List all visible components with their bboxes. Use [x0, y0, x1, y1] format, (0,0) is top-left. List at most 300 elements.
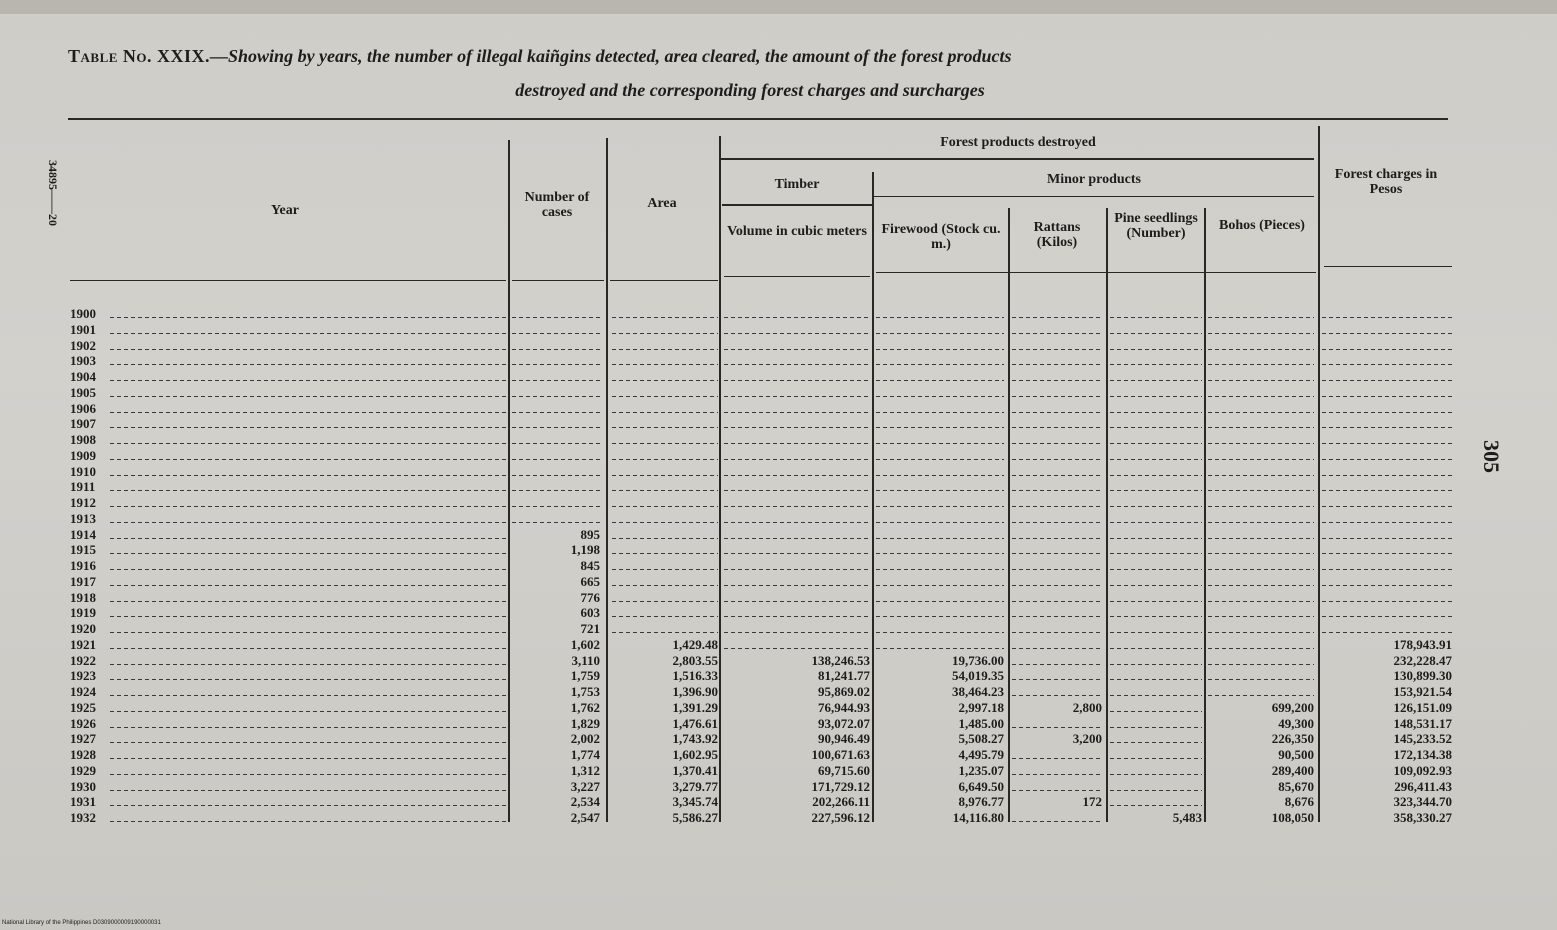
leader-dots [110, 774, 506, 775]
year-label: 1901 [70, 322, 96, 337]
year-label: 1929 [70, 763, 96, 778]
cell-charges [1322, 306, 1452, 321]
year-label: 1919 [70, 605, 96, 620]
cell-area: 1,370.41 [672, 763, 718, 778]
header-forest-products-destroyed: Forest products destroyed [940, 135, 1096, 150]
leader-dots [110, 758, 506, 759]
cell-bohos: 226,350 [1271, 731, 1314, 746]
table-row-year [70, 684, 520, 699]
leader-dots [110, 679, 506, 680]
table-row-year [70, 542, 520, 557]
cell-cases: 2,547 [570, 810, 600, 825]
cell-pine [1110, 700, 1202, 715]
cell-area [612, 338, 718, 353]
leader-dots [110, 790, 506, 791]
table-row-year [70, 700, 520, 715]
table-row-year [70, 479, 520, 494]
cell-pine [1110, 306, 1202, 321]
cell-bohos [1208, 653, 1314, 668]
cell-bohos [1208, 621, 1314, 636]
header-bottom-rule-area [610, 280, 718, 281]
cell-rattans [1012, 448, 1102, 463]
cell-rattans [1012, 653, 1102, 668]
leader-dots [110, 522, 506, 523]
header-timber: Timber [774, 177, 820, 192]
table-row-year [70, 590, 520, 605]
cell-firewood: 6,649.50 [958, 779, 1004, 794]
cell-charges [1322, 369, 1452, 384]
cell-pine [1110, 416, 1202, 431]
cell-bohos [1208, 684, 1314, 699]
leader-dots [110, 443, 506, 444]
cell-pine [1110, 558, 1202, 573]
year-label: 1928 [70, 747, 96, 762]
cell-charges [1322, 353, 1452, 368]
leader-dots [110, 538, 506, 539]
cell-volume [724, 637, 870, 652]
cell-pine [1110, 479, 1202, 494]
cell-rattans [1012, 495, 1102, 510]
cell-pine [1110, 794, 1202, 809]
cell-pine [1110, 574, 1202, 589]
header-bottom-rule-year [70, 280, 506, 281]
cell-volume [724, 353, 870, 368]
cell-charges [1322, 558, 1452, 573]
leader-dots [110, 585, 506, 586]
cell-firewood: 54,019.35 [952, 668, 1004, 683]
cell-area [612, 322, 718, 337]
cell-cases: 3,110 [571, 653, 600, 668]
table-row-year [70, 306, 520, 321]
table-row-year [70, 495, 520, 510]
leader-dots [110, 553, 506, 554]
cell-area [612, 605, 718, 620]
cell-area [612, 542, 718, 557]
column-divider [872, 172, 874, 822]
cell-rattans [1012, 353, 1102, 368]
cell-rattans [1012, 369, 1102, 384]
cell-rattans [1012, 416, 1102, 431]
cell-volume [724, 448, 870, 463]
header-bottom-rule-volume [724, 276, 870, 277]
leader-dots [110, 317, 506, 318]
cell-volume [724, 511, 870, 526]
table-top-rule [68, 118, 1448, 120]
cell-bohos [1208, 416, 1314, 431]
header-rule-timber [722, 204, 872, 206]
cell-volume [724, 464, 870, 479]
cell-volume [724, 416, 870, 431]
leader-dots [110, 427, 506, 428]
cell-bohos [1208, 479, 1314, 494]
cell-volume [724, 322, 870, 337]
cell-area: 1,516.33 [672, 668, 718, 683]
cell-bohos: 85,670 [1278, 779, 1314, 794]
cell-area [612, 353, 718, 368]
cell-firewood: 19,736.00 [952, 653, 1004, 668]
cell-volume [724, 558, 870, 573]
cell-rattans [1012, 479, 1102, 494]
cell-pine [1110, 779, 1202, 794]
cell-cases: 895 [580, 527, 600, 542]
cell-pine [1110, 716, 1202, 731]
cell-cases [512, 338, 600, 353]
cell-charges: 296,411.43 [1394, 779, 1452, 794]
cell-charges [1322, 464, 1452, 479]
title-line-2: destroyed and the corresponding forest charges and surcharges [515, 80, 985, 100]
cell-charges: 323,344.70 [1393, 794, 1452, 809]
header-rattans: Rattans (Kilos) [1033, 220, 1081, 250]
cell-charges [1322, 385, 1452, 400]
year-label: 1909 [70, 448, 96, 463]
cell-cases: 1,829 [570, 716, 600, 731]
cell-cases: 1,774 [570, 747, 600, 762]
cell-area: 1,429.48 [672, 637, 718, 652]
cell-cases: 845 [580, 558, 600, 573]
year-label: 1921 [70, 637, 96, 652]
cell-pine [1110, 448, 1202, 463]
column-divider [1318, 126, 1320, 822]
cell-area [612, 574, 718, 589]
cell-volume [724, 605, 870, 620]
year-label: 1911 [70, 479, 96, 494]
cell-rattans [1012, 747, 1102, 762]
cell-rattans [1012, 763, 1102, 778]
cell-volume [724, 527, 870, 542]
column-divider [719, 136, 721, 822]
cell-rattans [1012, 621, 1102, 636]
cell-rattans [1012, 668, 1102, 683]
cell-firewood [876, 479, 1004, 494]
cell-firewood [876, 464, 1004, 479]
footer-credit: National Library of the Philippines D0309000009190000031 [2, 920, 161, 926]
year-label: 1927 [70, 731, 96, 746]
cell-pine [1110, 763, 1202, 778]
cell-charges: 130,899.30 [1393, 668, 1452, 683]
cell-bohos [1208, 322, 1314, 337]
cell-bohos [1208, 385, 1314, 400]
cell-rattans [1012, 511, 1102, 526]
cell-area [612, 464, 718, 479]
cell-bohos [1208, 432, 1314, 447]
cell-bohos: 90,500 [1278, 747, 1314, 762]
cell-cases: 1,762 [570, 700, 600, 715]
cell-area [612, 511, 718, 526]
cell-firewood: 38,464.23 [952, 684, 1004, 699]
table-row-year [70, 511, 520, 526]
table-row-year [70, 747, 520, 762]
cell-cases [512, 322, 600, 337]
cell-bohos [1208, 495, 1314, 510]
table-row-year [70, 448, 520, 463]
cell-pine [1110, 338, 1202, 353]
cell-rattans [1012, 432, 1102, 447]
cell-cases [512, 401, 600, 416]
cell-rattans [1012, 385, 1102, 400]
cell-cases [512, 495, 600, 510]
table-row-year [70, 322, 520, 337]
table-row-year [70, 621, 520, 636]
leader-dots [110, 506, 506, 507]
cell-area: 2,803.55 [672, 653, 718, 668]
cell-cases: 1,759 [570, 668, 600, 683]
column-divider [606, 138, 608, 822]
year-label: 1916 [70, 558, 96, 573]
cell-area [612, 479, 718, 494]
cell-cases [512, 448, 600, 463]
cell-pine [1110, 731, 1202, 746]
cell-cases: 3,227 [570, 779, 600, 794]
cell-firewood [876, 558, 1004, 573]
year-label: 1926 [70, 716, 96, 731]
cell-volume [724, 385, 870, 400]
table-row-year [70, 338, 520, 353]
cell-pine [1110, 511, 1202, 526]
cell-firewood: 4,495.79 [958, 747, 1004, 762]
leader-dots [110, 664, 506, 665]
cell-cases: 2,534 [570, 794, 600, 809]
cell-firewood [876, 527, 1004, 542]
cell-pine [1110, 527, 1202, 542]
cell-bohos [1208, 306, 1314, 321]
cell-charges: 109,092.93 [1393, 763, 1452, 778]
cell-rattans: 172 [1082, 794, 1102, 809]
cell-rattans [1012, 542, 1102, 557]
year-label: 1920 [70, 621, 96, 636]
table-title [68, 46, 1458, 67]
cell-charges [1322, 495, 1452, 510]
cell-pine [1110, 495, 1202, 510]
cell-volume [724, 590, 870, 605]
header-firewood: Firewood (Stock cu. m.) [881, 222, 1001, 252]
cell-bohos: 289,400 [1271, 763, 1314, 778]
cell-area: 1,396.90 [672, 684, 718, 699]
cell-cases [512, 353, 600, 368]
cell-bohos [1208, 448, 1314, 463]
header-rule-minor [874, 196, 1314, 197]
header-bottom-rule-minor [876, 272, 1316, 273]
cell-firewood [876, 432, 1004, 447]
header-number-of-cases: Number of cases [524, 190, 590, 220]
cell-rattans [1012, 779, 1102, 794]
column-divider [1204, 208, 1206, 822]
cell-area [612, 527, 718, 542]
cell-charges [1322, 432, 1452, 447]
cell-firewood [876, 322, 1004, 337]
cell-firewood [876, 338, 1004, 353]
leader-dots [110, 490, 506, 491]
leader-dots [110, 601, 506, 602]
cell-volume: 171,729.12 [811, 779, 870, 794]
leader-dots [110, 349, 506, 350]
cell-rattans [1012, 716, 1102, 731]
table-row-year [70, 637, 520, 652]
leader-dots [110, 364, 506, 365]
header-area: Area [647, 196, 677, 211]
cell-firewood [876, 401, 1004, 416]
cell-bohos [1208, 464, 1314, 479]
cell-cases [512, 464, 600, 479]
cell-volume: 227,596.12 [811, 810, 870, 825]
cell-area [612, 306, 718, 321]
cell-charges [1322, 401, 1452, 416]
cell-area: 3,345.74 [672, 794, 718, 809]
cell-firewood [876, 511, 1004, 526]
cell-bohos [1208, 590, 1314, 605]
cell-rattans: 2,800 [1072, 700, 1102, 715]
cell-volume [724, 306, 870, 321]
cell-bohos: 8,676 [1284, 794, 1314, 809]
cell-firewood [876, 637, 1004, 652]
cell-pine: 5,483 [1172, 810, 1202, 825]
table-row-year [70, 416, 520, 431]
year-label: 1903 [70, 353, 96, 368]
cell-volume [724, 401, 870, 416]
cell-pine [1110, 668, 1202, 683]
year-label: 1910 [70, 464, 96, 479]
cell-pine [1110, 621, 1202, 636]
cell-cases [512, 511, 600, 526]
cell-cases [512, 306, 600, 321]
cell-charges [1322, 511, 1452, 526]
cell-firewood [876, 621, 1004, 636]
cell-charges [1322, 448, 1452, 463]
cell-firewood [876, 385, 1004, 400]
cell-bohos [1208, 527, 1314, 542]
header-rule-forest-products [720, 158, 1314, 160]
cell-pine [1110, 542, 1202, 557]
header-bottom-rule-charges [1324, 266, 1452, 267]
table-row-year [70, 731, 520, 746]
cell-volume [724, 495, 870, 510]
cell-charges: 126,151.09 [1393, 700, 1452, 715]
cell-volume [724, 479, 870, 494]
leader-dots [110, 380, 506, 381]
cell-area: 1,476.61 [672, 716, 718, 731]
cell-pine [1110, 369, 1202, 384]
year-label: 1900 [70, 306, 96, 321]
cell-volume: 93,072.07 [818, 716, 870, 731]
year-label: 1917 [70, 574, 96, 589]
cell-area: 3,279.77 [672, 779, 718, 794]
table-row-year [70, 385, 520, 400]
year-label: 1913 [70, 511, 96, 526]
cell-charges [1322, 527, 1452, 542]
year-label: 1922 [70, 653, 96, 668]
cell-area [612, 558, 718, 573]
cell-charges [1322, 416, 1452, 431]
leader-dots [110, 475, 506, 476]
cell-volume [724, 542, 870, 557]
leader-dots [110, 616, 506, 617]
cell-cases [512, 369, 600, 384]
cell-volume: 69,715.60 [818, 763, 870, 778]
cell-charges: 148,531.17 [1393, 716, 1452, 731]
column-divider [1008, 208, 1010, 822]
leader-dots [110, 821, 506, 822]
cell-charges: 358,330.27 [1393, 810, 1452, 825]
cell-bohos [1208, 558, 1314, 573]
header-pine-seedlings: Pine seedlings (Number) [1114, 211, 1198, 241]
cell-volume: 100,671.63 [811, 747, 870, 762]
cell-charges: 172,134.38 [1393, 747, 1452, 762]
table-row-year [70, 401, 520, 416]
table-row-year [70, 432, 520, 447]
cell-bohos: 699,200 [1271, 700, 1314, 715]
cell-firewood [876, 542, 1004, 557]
cell-rattans [1012, 558, 1102, 573]
table-row-year [70, 716, 520, 731]
cell-cases: 1,753 [570, 684, 600, 699]
cell-rattans [1012, 306, 1102, 321]
cell-charges: 232,228.47 [1393, 653, 1452, 668]
cell-volume: 76,944.93 [818, 700, 870, 715]
cell-area: 1,743.92 [672, 731, 718, 746]
cell-cases: 721 [580, 621, 600, 636]
cell-rattans [1012, 401, 1102, 416]
cell-firewood [876, 590, 1004, 605]
cell-bohos [1208, 401, 1314, 416]
cell-rattans [1012, 605, 1102, 620]
cell-area: 5,586.27 [672, 810, 718, 825]
cell-rattans [1012, 810, 1102, 825]
year-label: 1904 [70, 369, 96, 384]
cell-pine [1110, 590, 1202, 605]
table-row-year [70, 779, 520, 794]
cell-charges: 145,233.52 [1393, 731, 1452, 746]
cell-rattans [1012, 527, 1102, 542]
cell-firewood [876, 416, 1004, 431]
cell-firewood [876, 495, 1004, 510]
cell-area [612, 401, 718, 416]
page-number: 305 [1479, 440, 1504, 473]
table-row-year [70, 668, 520, 683]
cell-pine [1110, 747, 1202, 762]
header-bottom-rule-cases [512, 280, 604, 281]
header-year: Year [271, 203, 299, 218]
cell-volume [724, 574, 870, 589]
cell-charges [1322, 621, 1452, 636]
cell-area: 1,602.95 [672, 747, 718, 762]
cell-volume [724, 369, 870, 384]
table-row-year [70, 810, 520, 825]
table-row-year [70, 574, 520, 589]
year-label: 1918 [70, 590, 96, 605]
cell-cases: 1,602 [570, 637, 600, 652]
cell-cases [512, 432, 600, 447]
cell-volume [724, 621, 870, 636]
year-label: 1902 [70, 338, 96, 353]
table-row-year [70, 369, 520, 384]
leader-dots [110, 333, 506, 334]
year-label: 1931 [70, 794, 96, 809]
cell-firewood [876, 369, 1004, 384]
cell-area [612, 621, 718, 636]
year-label: 1923 [70, 668, 96, 683]
leader-dots [110, 412, 506, 413]
cell-cases: 776 [580, 590, 600, 605]
leader-dots [110, 727, 506, 728]
cell-pine [1110, 432, 1202, 447]
year-label: 1908 [70, 432, 96, 447]
header-forest-charges: Forest charges in Pesos [1334, 167, 1438, 197]
cell-rattans [1012, 338, 1102, 353]
cell-firewood: 1,485.00 [958, 716, 1004, 731]
cell-charges [1322, 542, 1452, 557]
cell-cases [512, 385, 600, 400]
cell-bohos: 108,050 [1271, 810, 1314, 825]
cell-firewood [876, 448, 1004, 463]
